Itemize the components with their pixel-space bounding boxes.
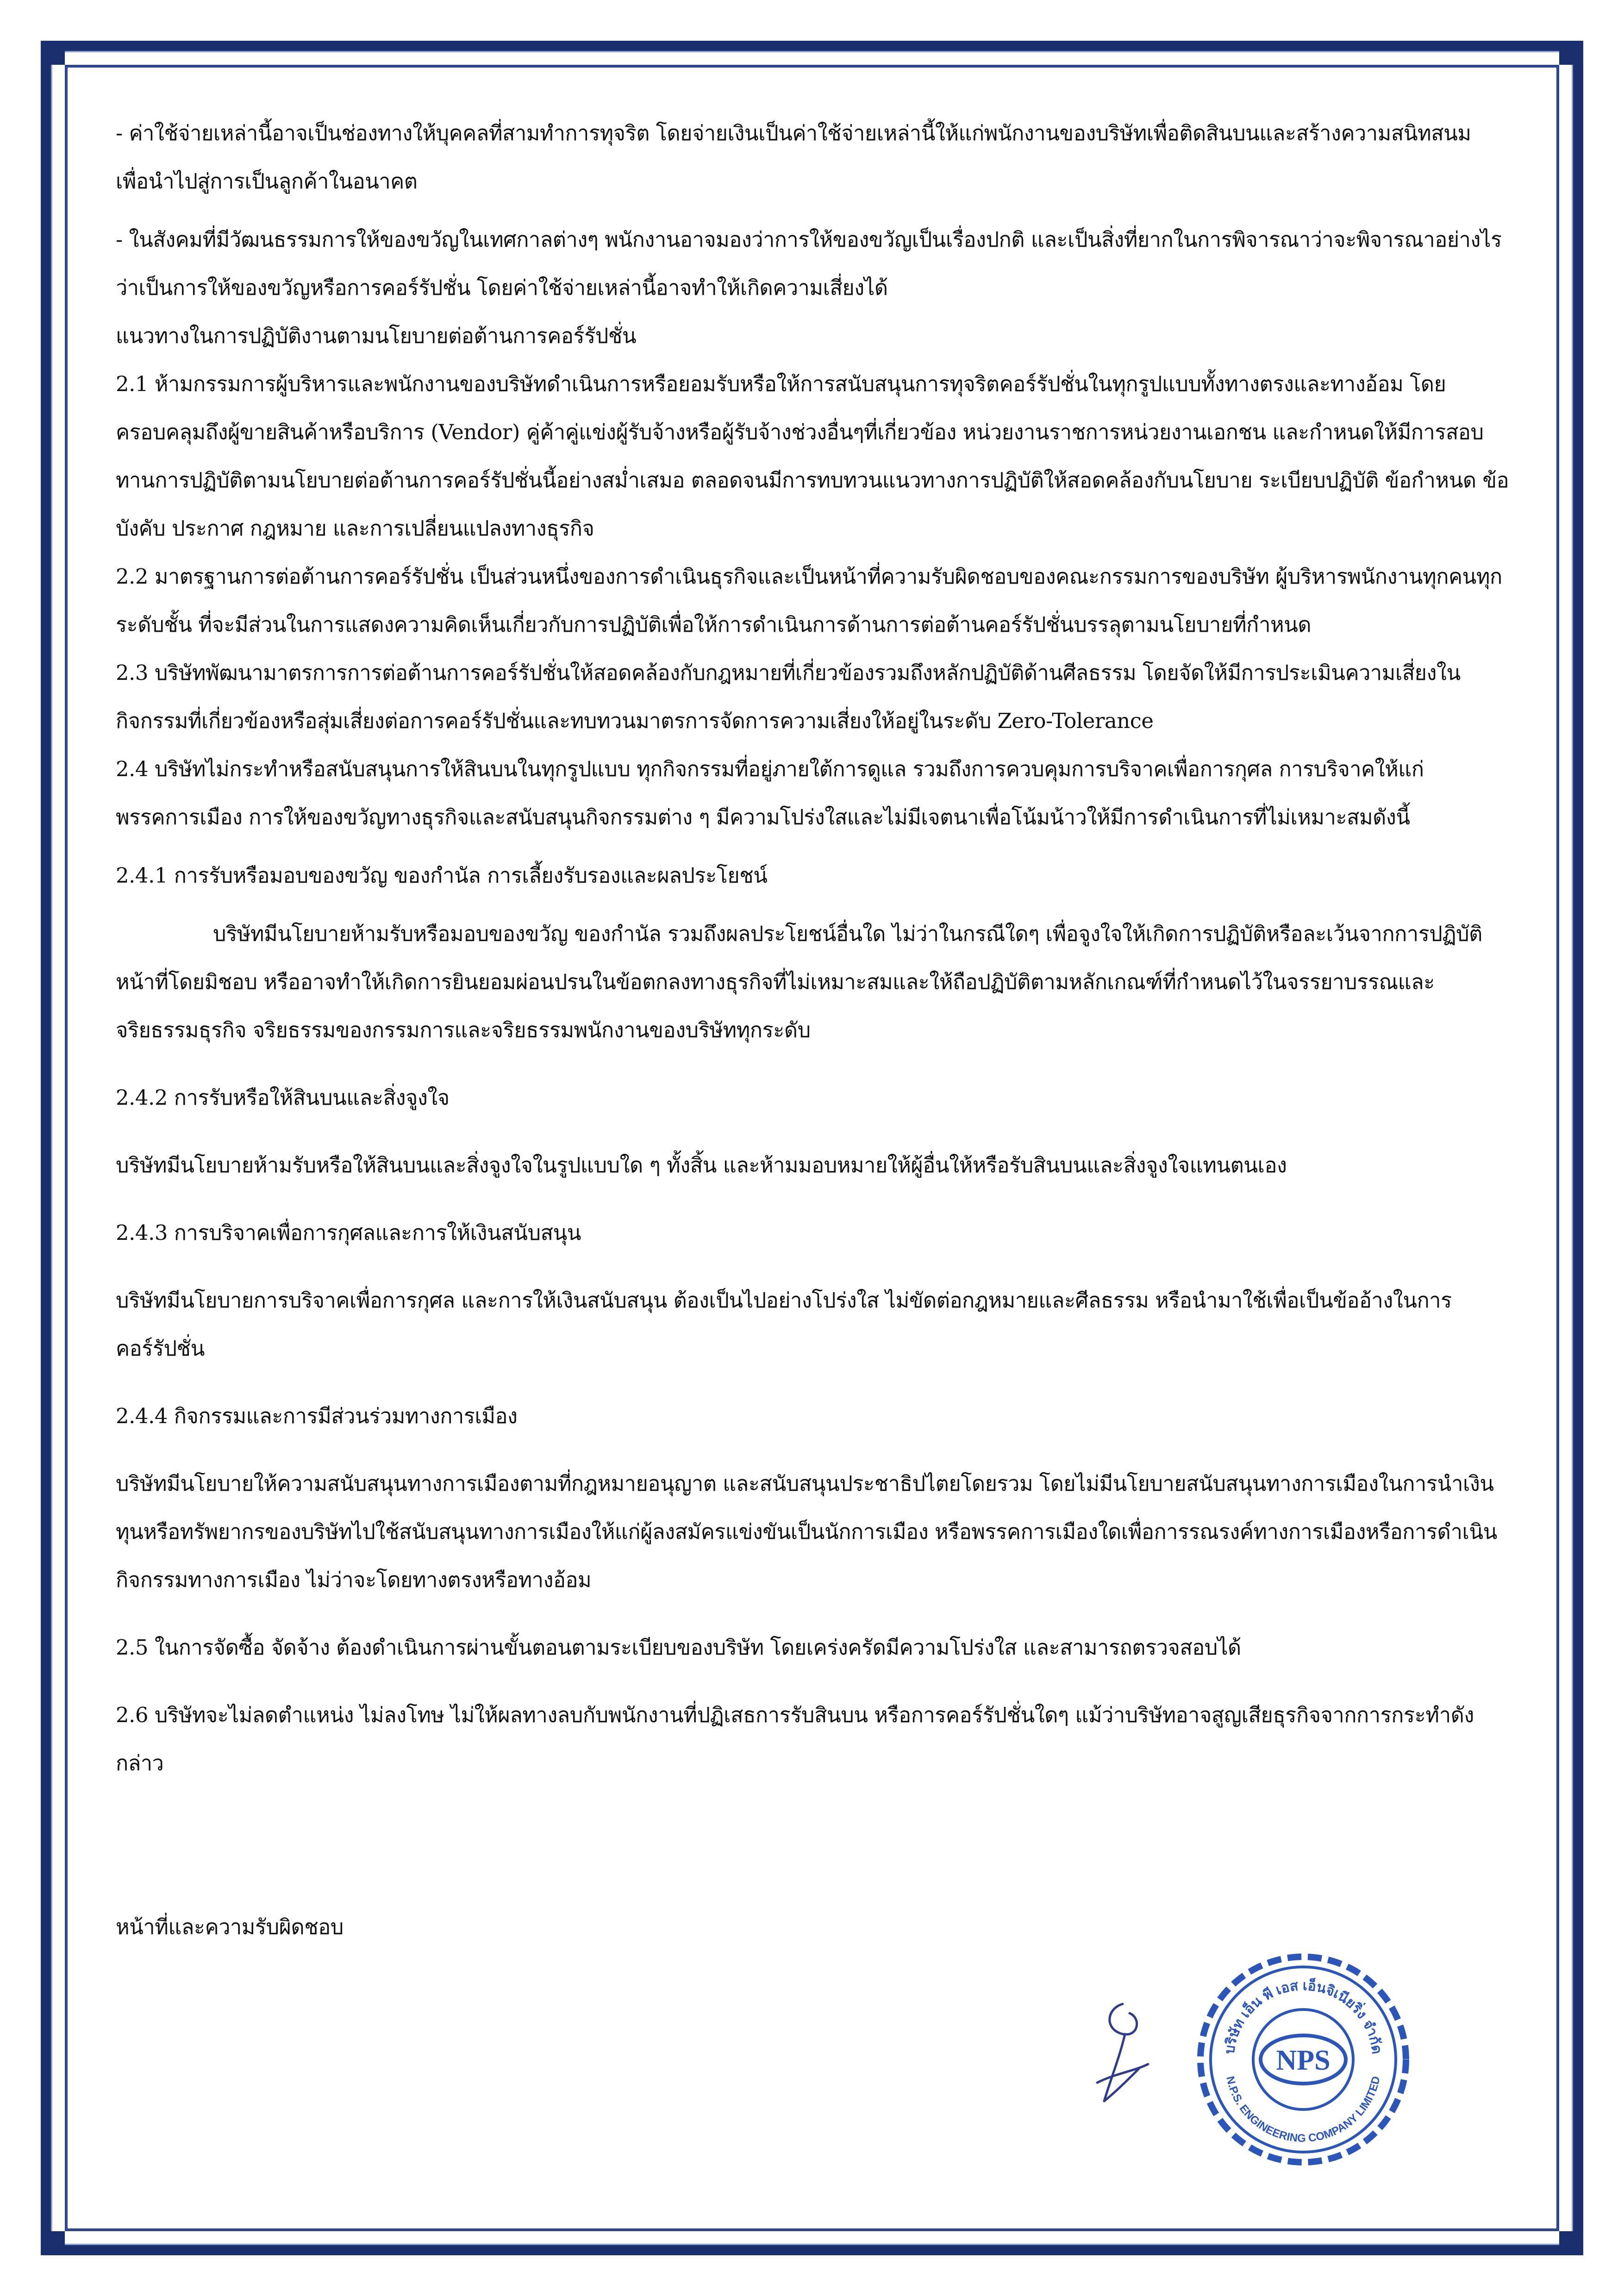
document-body: [116, 109, 1509, 1951]
clause-2-4: 2.4 บริษัทไม่กระทำหรือสนับสนุนการให้สินบนในทุกรูปแบบ ทุกกิจกรรมที่อยู่ภายใต้การดูแล รวมถึงการควบคุมการบริจาคเพื่อการกุศล การบริจาคให้แก่พรรคการเมือง การให้ของขวัญทางธุรกิจและสนับสนุนกิจกรรมต่าง ๆ มีความโปร่งใสและไม่มีเจตนาเพื่อโน้มน้าวให้มีการดำเนินการที่ไม่เหมาะสมดังนี้: [116, 757, 1424, 829]
subclause-2-4-2-text: บริษัทมีนโยบายห้ามรับหรือให้สินบนและสิ่งจูงใจในรูปแบบใด ๆ ทั้งสิ้น และห้ามมอบหมายให้ผู้อื่นให้หรือรับสินบนและสิ่งจูงใจแทนตนเอง: [116, 1153, 1287, 1177]
section-heading-guidelines: แนวทางในการปฏิบัติงานตามนโยบายต่อต้านการคอร์รัปชั่น: [116, 324, 637, 348]
section-heading-responsibilities: หน้าที่และความรับผิดชอบ: [116, 1915, 344, 1939]
subclause-2-4-3-heading: 2.4.3 การบริจาคเพื่อการกุศลและการให้เงินสนับสนุน: [116, 1220, 581, 1245]
paragraph-gift-culture: - ในสังคมที่มีวัฒนธรรมการให้ของขวัญในเทศกาลต่างๆ พนักงานอาจมองว่าการให้ของขวัญเป็นเรื่องปกติ และเป็นสิ่งที่ยากในการพิจารณาว่าจะพิจารณาอย่างไรว่าเป็นการให้ของขวัญหรือการคอร์รัปชั่น โดยค่าใช้จ่ายเหล่านี้อาจทำให้เกิดความเสี่ยงได้: [116, 227, 1502, 300]
subclause-2-4-2-heading: 2.4.2 การรับหรือให้สินบนและสิ่งจูงใจ: [116, 1085, 450, 1110]
border-corner: [41, 41, 65, 65]
seal-text-bottom: N.P.S. ENGINEERING COMPANY LIMITED: [1224, 2075, 1383, 2145]
border-corner: [41, 2231, 65, 2255]
clause-2-2: 2.2 มาตรฐานการต่อต้านการคอร์รัปชั่น เป็นส่วนหนึ่งของการดำเนินธุรกิจและเป็นหน้าที่ความรับผิดชอบของคณะกรรมการของบริษัท ผู้บริหารพนักงานทุกคนทุกระดับชั้น ที่จะมีส่วนในการแสดงความคิดเห็นเกี่ยวกับการปฏิบัติเพื่อให้การดำเนินการด้านการต่อต้านคอร์รัปชั่นบรรลุตามนโยบายที่กำหนด: [116, 564, 1502, 637]
clause-2-5: 2.5 ในการจัดซื้อ จัดจ้าง ต้องดำเนินการผ่านขั้นตอนตามระเบียบของบริษัท โดยเคร่งครัดมีความโปร่งใส และสามารถตรวจสอบได้: [116, 1635, 1241, 1660]
handwritten-signature: [1079, 1985, 1167, 2120]
subclause-2-4-4-text: บริษัทมีนโยบายให้ความสนับสนุนทางการเมืองตามที่กฎหมายอนุญาต และสนับสนุนประชาธิปไตยโดยรวม โดยไม่มีนโยบายสนับสนุนทางการเมืองในการนำเงินทุนหรือทรัพยากรของบริษัทไปใช้สนับสนุนทางการเมืองให้แก่ผู้ลงสมัครแข่งขันเป็นนักการเมือง หรือพรรคการเมืองใดเพื่อการรณรงค์ทางการเมืองหรือการดำเนินกิจกรรมทางการเมือง ไม่ว่าจะโดยทางตรงหรือทางอ้อม: [116, 1471, 1497, 1592]
seal-logo-text: NPS: [1276, 2045, 1330, 2076]
subclause-2-4-3-text: บริษัทมีนโยบายการบริจาคเพื่อการกุศล และการให้เงินสนับสนุน ต้องเป็นไปอย่างโปร่งใส ไม่ขัดต่อกฎหมายและศีลธรรม หรือนำมาใช้เพื่อเป็นข้ออ้างในการคอร์รัปชั่น: [116, 1288, 1452, 1361]
border-corner: [1559, 41, 1583, 65]
seal-text-top: บริษัท เอ็น พี เอส เอ็นจิเนียริ่ง จำกัด: [1222, 1978, 1385, 2055]
subclause-2-4-1-heading: 2.4.1 การรับหรือมอบของขวัญ ของกำนัล การเลี้ยงรับรองและผลประโยชน์: [116, 863, 768, 888]
border-corner: [1559, 2231, 1583, 2255]
paragraph-cost-risk: - ค่าใช้จ่ายเหล่านี้อาจเป็นช่องทางให้บุคคลที่สามทำการทุจริต โดยจ่ายเงินเป็นค่าใช้จ่ายเหล่านี้ให้แก่พนักงานของบริษัทเพื่อติดสินบนและสร้างความสนิทสนม เพื่อนำไปสู่การเป็นลูกค้าในอนาคต: [116, 121, 1471, 193]
company-seal: [1192, 1948, 1414, 2171]
subclause-2-4-4-heading: 2.4.4 กิจกรรมและการมีส่วนร่วมทางการเมือง: [116, 1404, 518, 1428]
clause-2-3: 2.3 บริษัทพัฒนามาตรการการต่อต้านการคอร์รัปชั่นให้สอดคล้องกับกฎหมายที่เกี่ยวข้องรวมถึงหลักปฏิบัติด้านศีลธรรม โดยจัดให้มีการประเมินความเสี่ยงในกิจกรรมที่เกี่ยวข้องหรือสุ่มเสี่ยงต่อการคอร์รัปชั่นและทบทวนมาตรการจัดการความเสี่ยงให้อยู่ในระดับ Zero-Tolerance: [116, 660, 1461, 733]
clause-2-1: 2.1 ห้ามกรรมการผู้บริหารและพนักงานของบริษัทดำเนินการหรือยอมรับหรือให้การสนับสนุนการทุจริตคอร์รัปชั่นในทุกรูปแบบทั้งทางตรงและทางอ้อม โดยครอบคลุมถึงผู้ขายสินค้าหรือบริการ (Vendor) คู่ค้าคู่แข่งผู้รับจ้างหรือผู้รับจ้างช่วงอื่นๆที่เกี่ยวข้อง หน่วยงานราชการหน่วยงานเอกชน และกำหนดให้มีการสอบทานการปฏิบัติตามนโยบายต่อต้านการคอร์รัปชั่นนี้อย่างสม่ำเสมอ ตลอดจนมีการทบทวนแนวทางการปฏิบัติให้สอดคล้องกับนโยบาย ระเบียบปฏิบัติ ข้อกำหนด ข้อบังคับ ประกาศ กฎหมาย และการเปลี่ยนแปลงทางธุรกิจ: [116, 372, 1509, 541]
clause-2-6: 2.6 บริษัทจะไม่ลดตำแหน่ง ไม่ลงโทษ ไม่ให้ผลทางลบกับพนักงานที่ปฏิเสธการรับสินบน หรือการคอร์รัปชั่นใดๆ แม้ว่าบริษัทอาจสูญเสียธุรกิจจากการกระทำดังกล่าว: [116, 1703, 1474, 1775]
subclause-2-4-1-text: บริษัทมีนโยบายห้ามรับหรือมอบของขวัญ ของกำนัล รวมถึงผลประโยชน์อื่นใด ไม่ว่าในกรณีใดๆ เพื่อจูงใจให้เกิดการปฏิบัติหรือละเว้นจากการปฏิบัติหน้าที่โดยมิชอบ หรืออาจทำให้เกิดการยินยอมผ่อนปรนในข้อตกลงทางธุรกิจที่ไม่เหมาะสมและให้ถือปฏิบัติตามหลักเกณฑ์ที่กำหนดไว้ในจรรยาบรรณและจริยธรรมธุรกิจ จริยธรรมของกรรมการและจริยธรรมพนักงานของบริษัททุกระดับ: [116, 921, 1482, 1042]
